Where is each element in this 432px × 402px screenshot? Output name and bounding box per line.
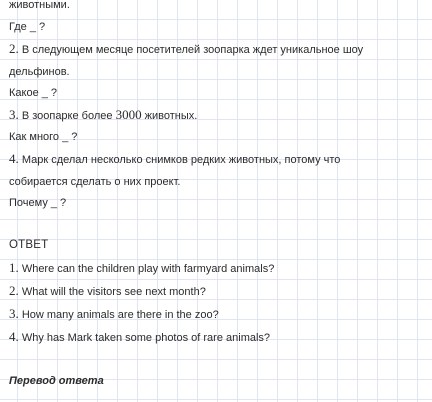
question-3-prompt: Как много _ ? <box>9 131 78 143</box>
answer-4-number: 4. <box>9 329 19 344</box>
cut-off-text-line <box>9 396 309 402</box>
question-2-line-1: В следующем месяце посетителей зоопарка ждет уникальное шоу <box>21 44 364 56</box>
answer-item-3 <box>9 307 219 322</box>
question-2-text <box>9 42 363 57</box>
question-3-text-before: В зоопарке более <box>21 110 113 122</box>
answer-item-4 <box>9 330 270 345</box>
answer-3-text: How many animals are there in the zoo? <box>21 309 219 321</box>
question-4-number: 4. <box>9 151 19 166</box>
question-3-text-after: животных. <box>144 110 198 122</box>
answer-3-number: 3. <box>9 306 19 321</box>
question-2-prompt: Какое _ ? <box>9 87 58 99</box>
translation-heading: Перевод ответа <box>9 375 104 387</box>
answer-2-text: What will the visitors see next month? <box>21 286 206 298</box>
answer-heading: ОТВЕТ <box>9 239 49 251</box>
answer-item-1 <box>9 261 274 276</box>
answer-1-number: 1. <box>9 260 19 275</box>
question-2-number: 2. <box>9 41 19 56</box>
question-1-prompt: Где _ ? <box>9 21 46 33</box>
question-3-number: 3. <box>9 107 19 122</box>
question-text-fragment: животными. <box>9 0 70 11</box>
question-4-text <box>9 152 340 167</box>
question-4-line-1: Марк сделал несколько снимков редких животных, потому что <box>21 154 341 166</box>
question-3-count: 3000 <box>115 107 142 122</box>
answer-4-text: Why has Mark taken some photos of rare animals? <box>21 332 271 344</box>
answer-1-text: Where can the children play with farmyard animals? <box>21 263 275 275</box>
answer-2-number: 2. <box>9 283 19 298</box>
question-4-prompt: Почему _ ? <box>9 197 67 209</box>
question-4-line-2: собирается сделать о них проект. <box>9 176 181 188</box>
question-3-text <box>9 108 197 123</box>
question-2-line-2: дельфинов. <box>9 66 70 78</box>
answer-item-2 <box>9 284 206 299</box>
